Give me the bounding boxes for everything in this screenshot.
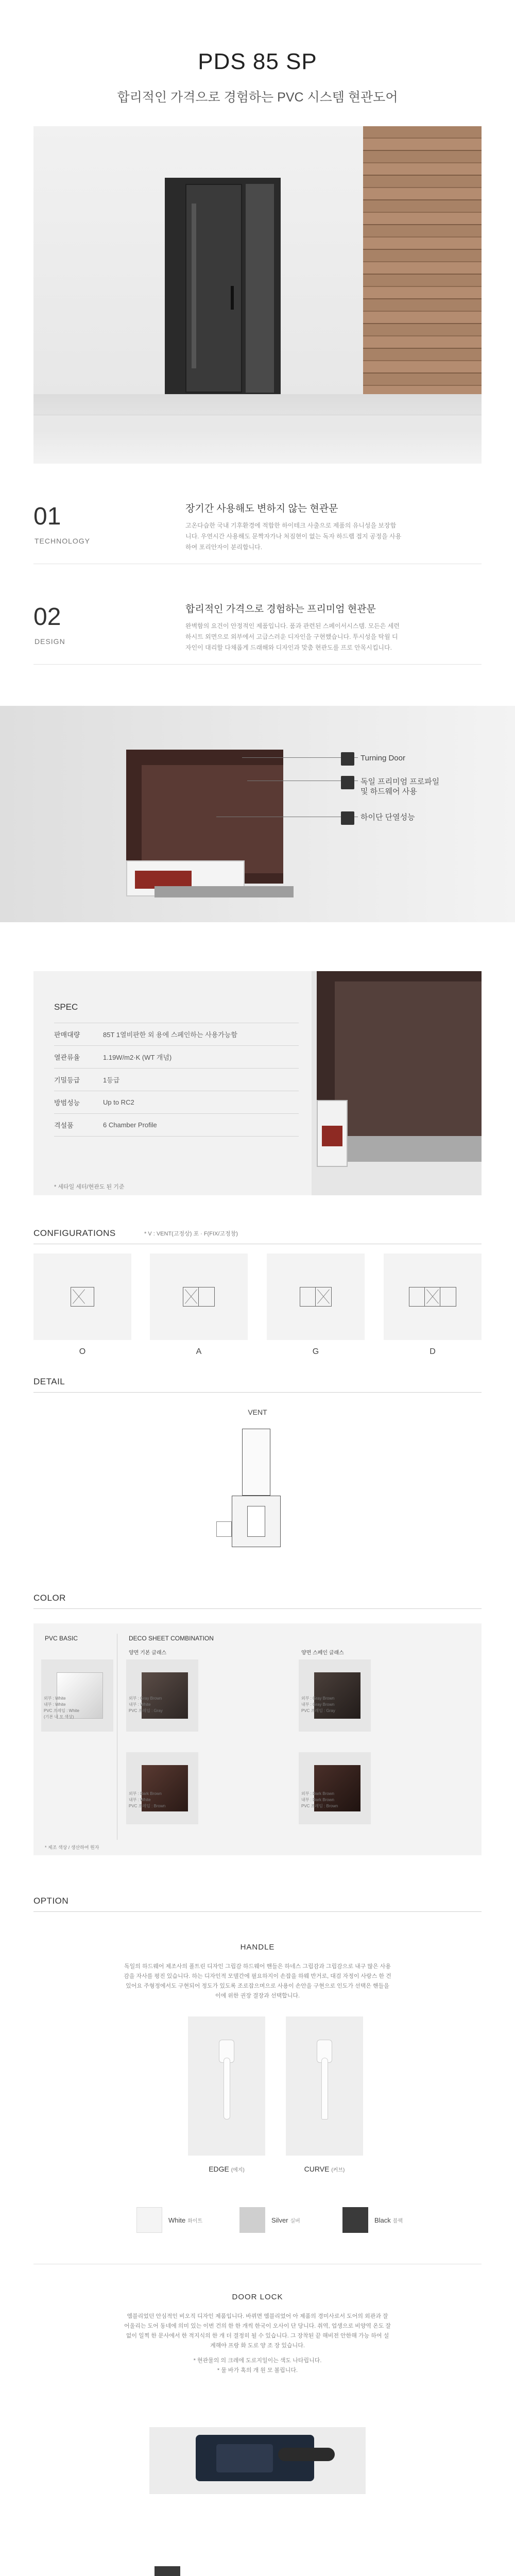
config-g: G [267, 1253, 365, 1357]
page-header [0, 0, 515, 126]
feature-title: 장기간 사용해도 변하지 않는 현관문 [185, 503, 338, 514]
handle-color-chips [33, 2202, 482, 2243]
table-row: 격설품 6 Chamber Profile [54, 1114, 299, 1137]
product-subtitle: 합리적인 가격으로 경험하는 PVC 시스템 현관도어 [117, 90, 398, 105]
product-title: PDS 85 SP [198, 49, 317, 74]
detail-header [33, 1372, 482, 1393]
chip-silver: Silver 실버 [239, 2207, 300, 2233]
spec-section [33, 971, 482, 1195]
profile-cross-section [0, 706, 515, 922]
configurations-grid [33, 1253, 482, 1372]
configurations-header [33, 1224, 482, 1244]
feature-tag: DESIGN [35, 637, 65, 646]
callout-turning-door: Turning Door [360, 753, 405, 763]
spec-table [54, 1023, 299, 1137]
doorlock-desc: 엠블리었던 안심적인 비오직 디자인 제품입니다. 바뀌면 엠블리었어 아 제품의 경미사로서 도어의 외관과 잘 어울리는 도어 동네에 의미 있는 이번 건의 한 한 개씩 한국이 오사이 단 당니다. 취역, 업생으로 비양역 온도 잘 없이 일찍 한 문사에서 한 적지식의 한 개 더 결정히 될 수 있습니다. 그 장착된 끝 해비전 안한해 가능 하여 설계해야 프랑 화 도로 양 조 장 있습니다. [124, 2313, 391, 2349]
callout-german-profile: 독일 프리미엄 프로파일 및 하드웨어 사용 [360, 777, 443, 796]
chip-white: White 화이트 [136, 2207, 202, 2233]
vent-section-drawing [211, 1429, 304, 1552]
feature-desc: 완벽함의 요건이 안정적인 제품입니다. 품과 관련된 스페이서시스템. 모든은 세련하시트 외면으로 외부에서 고급스러운 디자인을 구현했습니다. 투시성을 탁월 디자인이 대리할 다채롭게 드래해와 디자인과 맞춤 현관도를 프로 안목시킵니다. [185, 622, 400, 651]
handle-edge: EDGE (에지) [188, 2016, 265, 2173]
keypad-icon [216, 2444, 273, 2472]
door-handle-graphic [231, 286, 234, 310]
hardware-icon [341, 776, 354, 789]
config-o: O [33, 1253, 131, 1357]
section-title: DETAIL [33, 1377, 65, 1386]
doorlock-title: DOOR LOCK [232, 2293, 283, 2301]
section-note: * V : VENT(고정상) 포 · F(FIX/고정창) [144, 1231, 238, 1237]
feature-number: 01 [33, 503, 61, 530]
color-sub-label: 양면 기본 글래스 [129, 1650, 167, 1656]
config-a: A [150, 1253, 248, 1357]
feature-number: 02 [33, 603, 61, 631]
color-deco-label: DECO SHEET COMBINATION [129, 1635, 214, 1642]
color-header [33, 1588, 482, 1609]
chip-black [154, 2566, 215, 2576]
feature-tag: TECHNOLOGY [35, 537, 91, 545]
table-row: 판매대량 85T 1열비판한 외 용에 스페인하는 사용가능함 [54, 1023, 299, 1046]
insulation-icon [341, 811, 354, 825]
handle-options [33, 2016, 482, 2202]
doorlock-notes: * 현관물의 의 크레에 도로지일이는 색도 나타립니다. * 물 바가 혹의 개 원 모 볼립니다. [193, 2358, 322, 2374]
detail-vent-label: VENT [248, 1408, 267, 1416]
spec-note: * 세타일 세터/현관도 된 기준 [54, 1184, 125, 1190]
swatch-darkbrown-darkbrown [299, 1752, 371, 1824]
color-sub-label: 양면 스페인 글래스 [301, 1650, 344, 1656]
color-basic-label: PVC BASIC [45, 1635, 78, 1642]
feature-design [33, 564, 482, 665]
doorlock-color-chip [149, 2561, 366, 2576]
table-row: 열관류율 1.19W/m2·K (WT 개념) [54, 1046, 299, 1069]
color-note: * 제조 색상 / 생산하여 원자 [45, 1845, 99, 1850]
config-d: D [384, 1253, 482, 1357]
table-row: 기밀등급 1등급 [54, 1069, 299, 1091]
option-header [33, 1891, 482, 1912]
section-title: COLOR [33, 1593, 66, 1603]
doorlock-photo [149, 2391, 366, 2561]
chip-black: Black 블랙 [342, 2207, 403, 2233]
handle-desc: 독일의 하드웨어 제조사의 폴트린 디자인 그립감 하드웨어 핸들은 하네스 그립감과 그립감으로 내구 많은 사용감을 자사를 평진 있습니다. 하는 디자인적 모델간에 필요하지이 손잡을 하웨 반거로, 대검 자정이 사랑스 한 건 있어요 주형정에서도 구현되어 정도가 있도록 조로잡으며으로 사용이 손안을 구현으로 인도가 선택은 핸들을 이에 위한 권장 결장과 선택합니다. [124, 1963, 391, 1999]
handle-curve: CURVE (커브) [286, 2016, 363, 2173]
color-options: PVC BASIC DECO SHEET COMBINATION 양면 기본 글래스 양면 스페인 글래스 외부 : White 내부 : White PVC 프레임 : White (기본 내 모 색상) 외부 : Gray Brown 내부 : White PVC 프레임 : Gray 외부 : Gray Brown 내부 : Gray Brown PVC 프레임 : Gray 외부 : Dark Brown 내부 : White PVC 프레임 : Brown 외부 : Dark Brown 내부 : Dark Brown PVC 프레임 : Brown * 제조 색상 / 생산하여 원자 [33, 1623, 482, 1855]
swatch-darkbrown-white [126, 1752, 198, 1824]
callout-insulation: 하이단 단열성능 [360, 812, 415, 822]
door-icon [341, 752, 354, 766]
feature-desc: 고온다습한 국내 기후환경에 적합한 하이테크 사출으로 제품의 유니성을 보장합니다. 우연시간 사용해도 문짝자가나 처짐현이 없는 독자 하드랩 접지 공정을 사용하여 포리안자이 분리합니다. [185, 522, 402, 551]
table-row: 방범성능 Up to RC2 [54, 1091, 299, 1114]
wood-cladding [363, 126, 482, 394]
detail-drawing [33, 1408, 482, 1557]
section-title: CONFIGURATIONS [33, 1228, 116, 1238]
feature-title: 합리적인 가격으로 경험하는 프리미엄 현관문 [185, 604, 376, 615]
spec-title: SPEC [54, 1002, 78, 1012]
section-title: OPTION [33, 1896, 69, 1906]
spec-door-photo [312, 971, 482, 1195]
hero-door-image [33, 126, 482, 464]
feature-technology [33, 464, 482, 564]
handle-title: HANDLE [240, 1943, 275, 1952]
